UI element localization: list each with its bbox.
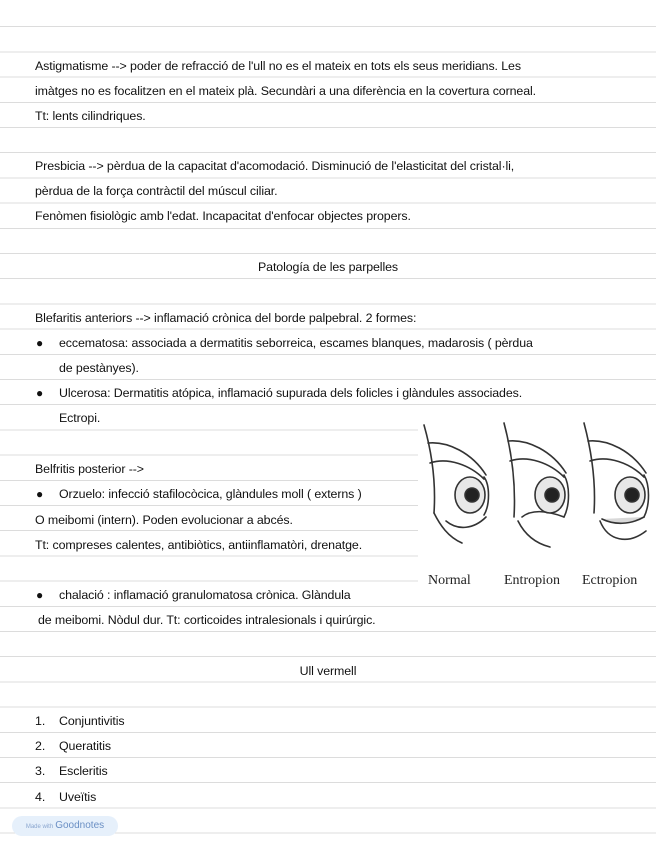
list-number-2: 2. — [35, 739, 46, 753]
astigmatisme-line-2: imàtges no es focalitzen en el mateix plà. Secundàri a una diferència en la covertura corneal. — [35, 84, 536, 98]
list-item-conjuntivitis: Conjuntivitis — [59, 714, 125, 728]
bullet-dot: ● — [36, 336, 44, 350]
bullet-ulcerosa-line-1: Ulcerosa: Dermatitis atópica, inflamació supurada dels folicles i glàndules associades. — [59, 386, 523, 400]
list-item-queratitis: Queratitis — [59, 739, 112, 753]
eye-ectropion-drawing — [584, 423, 649, 539]
caption-entropion: Entropion — [504, 573, 560, 588]
goodnotes-badge — [12, 816, 118, 836]
bullet-dot: ● — [36, 588, 44, 602]
heading-patologia-parpelles: Patología de les parpelles — [258, 260, 398, 274]
presbicia-line-1: Presbicia --> pèrdua de la capacitat d'acomodació. Disminució de l'elasticitat del cristal·li, — [35, 159, 515, 173]
orzuelo-line-1: Orzuelo: infecció stafilocòcica, glàndules moll ( externs ) — [59, 487, 362, 501]
presbicia-line-2: pèrdua de la força contràctil del múscul ciliar. — [35, 184, 278, 198]
bullet-eccematosa-line-2: de pestànyes). — [59, 361, 139, 375]
bullet-dot: ● — [36, 487, 44, 501]
badge-brand: Goodnotes — [55, 820, 105, 831]
orzuelo-line-2: O meibomi (intern). Poden evolucionar a abcés. — [35, 513, 293, 527]
bullet-dot: ● — [36, 386, 44, 400]
caption-normal: Normal — [428, 573, 471, 588]
eyelid-illustration — [418, 413, 656, 595]
bullet-eccematosa-line-1: eccematosa: associada a dermatitis seborreica, escames blanques, madarosis ( pèrdua — [59, 336, 533, 350]
chalacio-line-2: de meibomi. Nòdul dur. Tt: corticoides intralesionals i quirúrgic. — [38, 613, 376, 627]
astigmatisme-line-1: Astigmatisme --> poder de refracció de l'ull no es el mateix en tots els seus meridians. Les — [35, 59, 521, 73]
eye-normal-drawing — [424, 425, 489, 543]
list-item-uveitis: Uveïtis — [59, 790, 97, 804]
belfritis-posterior-line: Belfritis posterior --> — [35, 462, 144, 476]
orzuelo-line-3: Tt: compreses calentes, antibiòtics, antiinflamatòri, drenatge. — [35, 538, 363, 552]
badge-prefix: Made with — [25, 824, 54, 830]
list-number-3: 3. — [35, 764, 46, 778]
presbicia-line-3: Fenòmen fisiològic amb l'edat. Incapacitat d'enfocar objectes propers. — [35, 209, 411, 223]
eyelid-drawings — [418, 413, 656, 573]
list-number-4: 4. — [35, 790, 46, 804]
chalacio-line-1: chalació : inflamació granulomatosa crònica. Glàndula — [59, 588, 351, 602]
list-number-1: 1. — [35, 714, 46, 728]
astigmatisme-line-3: Tt: lents cilindriques. — [35, 109, 146, 123]
caption-ectropion: Ectropion — [582, 573, 638, 588]
list-item-escleritis: Escleritis — [59, 764, 108, 778]
eye-entropion-drawing — [504, 423, 569, 547]
heading-ull-vermell: Ull vermell — [299, 664, 357, 678]
bullet-ulcerosa-line-2: Ectropi. — [59, 411, 101, 425]
blefaritis-anterior-line: Blefaritis anteriors --> inflamació crònica del borde palpebral. 2 formes: — [35, 311, 417, 325]
